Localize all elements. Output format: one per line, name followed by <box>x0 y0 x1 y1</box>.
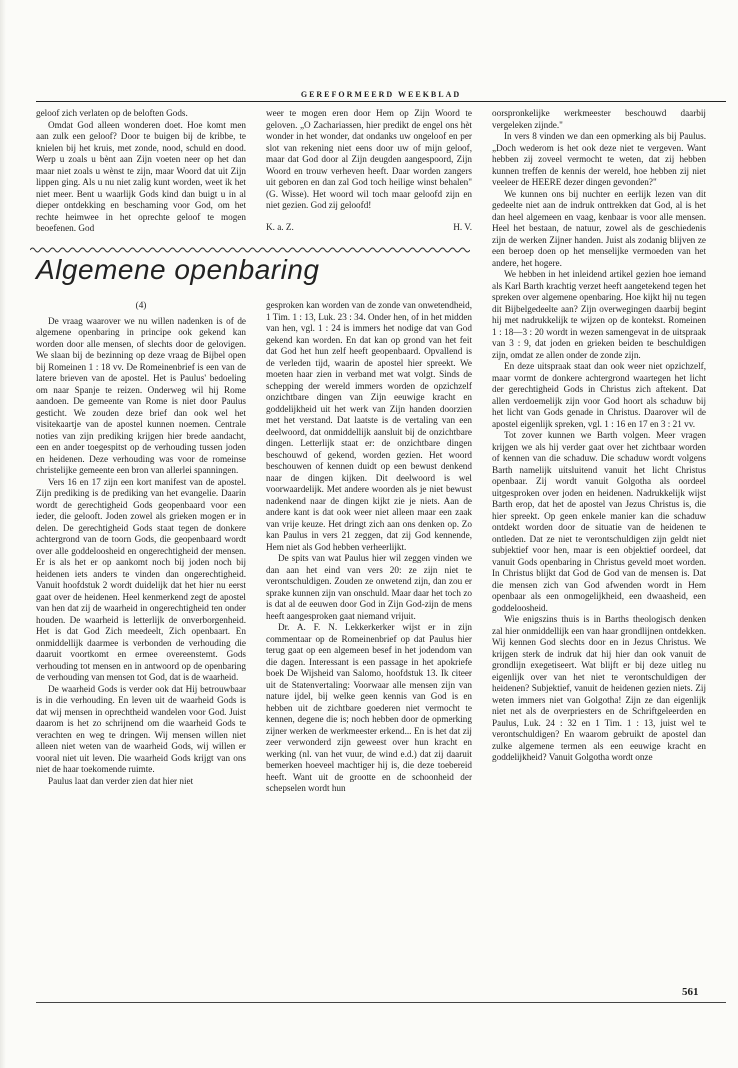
paragraph: Dr. A. F. N. Lekkerkerker wijst er in zijn commentaar op de Romeinenbrief op dat Paulus hier terug gaat op een algemeen besef in het jodendom van die dagen. Interessant is een passage in het apokriefe boek De Wijsheid van Salomo, hoofdstuk 13. Ik citeer uit de Statenvertaling: Voorwaar alle mensen zijn van nature ijdel, bij welke geen kennis van God is en hebben uit de zichtbare goederen niet vermocht te kennen, degene die is; noch hebben door de opmerking zijner werken de werkmeester erkend... En is het dat zij zeer verwonderd zijn geweest over hun kracht en werking (nl. van het vuur, de wind e.d.) dat zij daaruit bemerken hoeveel machtiger hij is, die deze toebereid heeft. Want uit de grootte en de schoonheid der schepselen wordt hun <box>266 622 472 793</box>
article-col-3 <box>492 108 706 764</box>
paragraph: weer te mogen eren door Hem op Zijn Woord te geloven. „O Zachariassen, hier predikt de engel ons hèt wonder in het wonder, dat ondanks uw ongeloof en per slot van rekening niet eens door uw of mijn geloof, maar dat God door al Zijn deugden aangespoord, Zijn Woord en trouw verheven heeft. Daar worden zangers uit geboren en dan zal God toch heilige winst behalen" (G. Wisse). Het woord wil toch maar geloofd zijn en niet gezien. God zij geloofd! <box>266 108 472 210</box>
masthead-rule <box>36 101 726 102</box>
paragraph: oorspronkelijke werkmeester beschouwd daarbij vergeleken zijnde." <box>492 108 706 130</box>
signature-line <box>266 222 472 234</box>
paragraph: De waarheid Gods is verder ook dat Hij betrouwbaar is in die verhouding. En leven uit de waarheid Gods is dat wij mensen in oprechtheid wandelen voor God. Juist daarom is het zo schrijnend om die waarheid Gods te verachten en weg te dringen. Wij mensen willen niet alleen niet weten van de waarheid Gods, wij willen er vooral niet uit leven. Die waarheid Gods krijgt van ons niet de haar toekomende ruimte. <box>36 683 246 774</box>
paragraph: De spits van wat Paulus hier wil zeggen vinden we dan aan het eind van vers 20: ze zijn niet te verontschuldigen. Zouden ze onwetend zijn, dan zou er sprake kunnen zijn van onschuld. Maar daar het toch zo is dat al de eeuwen door God in Zijn God-zijn de mens heeft aangesproken gaat niemand vrijuit. <box>266 553 472 621</box>
prev-article-col-1 <box>36 108 246 235</box>
paragraph: Paulus laat dan verder zien dat hier niet <box>48 775 194 786</box>
scan-edge <box>0 0 6 1068</box>
article-part-number: (4) <box>135 300 147 310</box>
sig-right: H. V. <box>453 221 472 232</box>
prev-article-col-2 <box>266 108 472 233</box>
paragraph: Wie enigszins thuis is in Barths theologisch denken zal hier onmiddellijk een van haar grondlijnen ontdekken. Wij kennen God slechts door en in Jezus Christus. We krijgen sterk de indruk dat hij hier dan ook vanuit de grondlijn exegetiseert. Wat blijft er bij deze uitleg nu eigenlijk over van het niet te verontschuldigen der heidenen? Subjektief, vanuit de heidenen gezien niets. Zij weten immers niet van Golgotha! Zijn ze dan eigenlijk niet net als de overpriesters en de Schriftgeleerden en Paulus, Luk. 24 : 32 en 1 Tim. 1 : 13, juist wel te verontschuldigen? En waarom gebruikt de apostel dan zulke algemene termen als een eeuwige kracht en goddelijkheid? Vanuit Golgotha wordt onze <box>492 614 706 762</box>
page-number: 561 <box>682 986 699 998</box>
paragraph: We kunnen ons bij nuchter en eerlijk lezen van dit gedeelte niet aan de indruk onttrekken dat God, al is het dan heel algemeen en vaag, kenbaar is voor alle mensen. Heel het bestaan, de natuur, zowel als de geschiedenis zijn de werken Zijner handen. Juist als zodanig blijven ze een beroep doen op het menselijke vermoeden van het andere, het hogere. <box>492 188 706 268</box>
article-col-1 <box>36 300 246 787</box>
paragraph: geloof zich verlaten op de beloften Gods. <box>36 108 188 118</box>
paragraph: En deze uitspraak staat dan ook weer niet opzichzelf, maar vormt de donkere achtergrond waartegen het licht der gerechtigheid Gods in Christus zich aftekent. Dat allen verdoemelijk zijn voor God hoort als schaduw bij het licht van Gods genade in Christus. Daarover wil de apostel eigenlijk spreken, vgl. 1 : 16 en 17 en 3 : 21 vv. <box>492 361 706 429</box>
paragraph: In vers 8 vinden we dan een opmerking als bij Paulus. „Doch wederom is het ook deze niet te vergeven. Want hebben zij zoveel vermocht te weten, dat zij hebben kunnen treffen de kennis der wereld, hoe hebben zij niet veeleer de HEERE dezer dingen gevonden?" <box>492 131 706 187</box>
article-col-2 <box>266 300 472 795</box>
bottom-rule <box>36 1002 726 1003</box>
paragraph: gesproken kan worden van de zonde van onwetendheid, 1 Tim. 1 : 13, Luk. 23 : 34. Onder hen, of in het midden van hen, vgl. 1 : 24 is immers het nodige dat van God gekend kan worden. En dat kan op grond van het feit dat God het hun zelf heeft geopenbaard. Opvallend is de verleden tijd, waarin de apostel hier spreekt. We moeten haar zien in verband met wat volgt. Sinds de schepping der wereld immers worden de opzichzelf onzichtbare dingen van Zijn eeuwige kracht en goddelijkheid uit het werk van Zijn handen doorzien met het verstand. Dat laatste is de vertaling van een deelwoord, dat onmiddellijk aansluit bij de onzichtbare dingen. Letterlijk staat er: de onzichtbare dingen beschouwd of gekend, worden gezien. Het woord beschouwen of kennen duidt op een bewust denkend naar de dingen kijken. Dit deelwoord is wel voorwaardelijk. Met andere woorden als je niet bewust nadenkend naar de dingen kijkt zie je niets. Aan de andere kant is dat ook weer niet alleen maar een zaak van vrije keuze. Het dringt zich aan ons denken op. Zo kan Paulus in vers 21 zeggen, dat zij God kennende, Hem niet als God hebben verheerlijkt. <box>266 300 472 552</box>
paragraph: We hebben in het inleidend artikel gezien hoe iemand als Karl Barth krachtig verzet heeft aangetekend tegen het spreken over algemene openbaring. Hoe kijkt hij nu tegen dit Bijbelgedeelte aan? Zijn overwegingen daarbij begint hij met nadrukkelijk te wijzen op de kontekst. Romeinen 1 : 18—3 : 20 wordt in wezen samengevat in de uitspraak van 3 : 9, dat joden en grieken beiden te beschuldigen zijn, omdat ze allen onder de zonde zijn. <box>492 269 706 360</box>
paragraph: De vraag waarover we nu willen nadenken is of de algemene openbaring in principe ook gekend kan worden door alle mensen, of slechts door de gelovigen. We slaan bij de bezinning op deze vraag de Bijbel open bij Romeinen 1 : 18 vv. De Romeinenbrief is een van de latere brieven van de apostel. Het is Paulus' bedoeling om naar Spanje te reizen. Onderweg wil hij Rome aandoen. De gemeente van Rome is niet door Paulus gesticht. We zouden deze brief dan ook wel het visitekaartje van de apostel kunnen noemen. Centrale noties van zijn prediking krijgen hier brede aandacht, een en ander toegespitst op de verhouding tussen joden en heidenen. Deze verhouding was voor de romeinse christelijke gemeente een bron van allerlei spanningen. <box>36 315 246 475</box>
paragraph: Vers 16 en 17 zijn een kort manifest van de apostel. Zijn prediking is de prediking van het evangelie. Daarin wordt de gerechtigheid Gods geopenbaard voor een ieder, die gelooft. Joden zowel als grieken mogen er in delen. De gerechtigheid Gods staat tegen de donkere achtergrond van de toorn Gods, die geopenbaard wordt over alle goddeloosheid en ongerechtigheid der mensen. Er is als het er op aankomt noch bij joden noch bij heidenen iets anders te vinden dan ongerechtigheid. Vanuit hoofdstuk 2 wordt duidelijk dat het hier nu eerst gaat over de heidenen. Heel kenmerkend zegt de apostel van hen dat zij de waarheid in ongerechtigheid ten onder houden. De waarheid is letterlijk de onverborgenheid. Het is dat God Zich meedeelt, Zich openbaart. En onmiddellijk daarmee is verbonden de verhouding die daaruit voortkomt en ermee overeenstemt. Gods verhouding tot mensen en in antwoord op de openbaring de verhouding van mensen tot God, dat is de waarheid. <box>36 476 246 682</box>
sig-left: K. a. Z. <box>266 221 294 232</box>
article-title: Algemene openbaring <box>36 254 320 285</box>
paragraph: Omdat God alleen wonderen doet. Hoe komt men aan zulk een geloof? Door te buigen bij de kribbe, te knielen bij het kruis, met zonde, nood, schuld en dood. Werp u zoals u bènt aan Zijn voeten neer op het dan maar niet zoals u wènst te zijn, maar Woord dat uit Zijn lippen ging. Als u nu niet zalig kunt worden, weet ik het niet meer. Bent u waarlijk Gods kind dan buigt u in al dieper ontdekking en beschaming voor God, om het rechte heimwee in het oprechte geloof te mogen beoefenen. God <box>36 119 246 233</box>
masthead: GEREFORMEERD WEEKBLAD <box>300 90 462 99</box>
paragraph: Tot zover kunnen we Barth volgen. Meer vragen krijgen we als hij verder gaat over het zichtbaar worden of kennen van die schaduw. Die schaduw wordt volgens Barth namelijk uitsluitend vanuit het licht Christus openbaar. Zij wordt vanuit Golgotha als oordeel uitgesproken over joden en heidenen. Nadrukkelijk wijst Barth erop, dat het de apostel van Jezus Christus is, die hier spreekt. Op geen enkele manier kan die schaduw ontdekt worden door de situatie van de heidenen te ontleden. Dat ze niet te verontschuldigen zijn geldt niet subjektief voor hen, maar is een objektief oordeel, dat vanuit Gods openbaring in Christus geveld moet worden. In Christus blijkt dat God de God van de mensen is. Dat die mensen zich van God afwenden wordt in Hem openbaar als een onmogelijkheid, een dwaasheid, een goddeloosheid. <box>492 430 706 613</box>
